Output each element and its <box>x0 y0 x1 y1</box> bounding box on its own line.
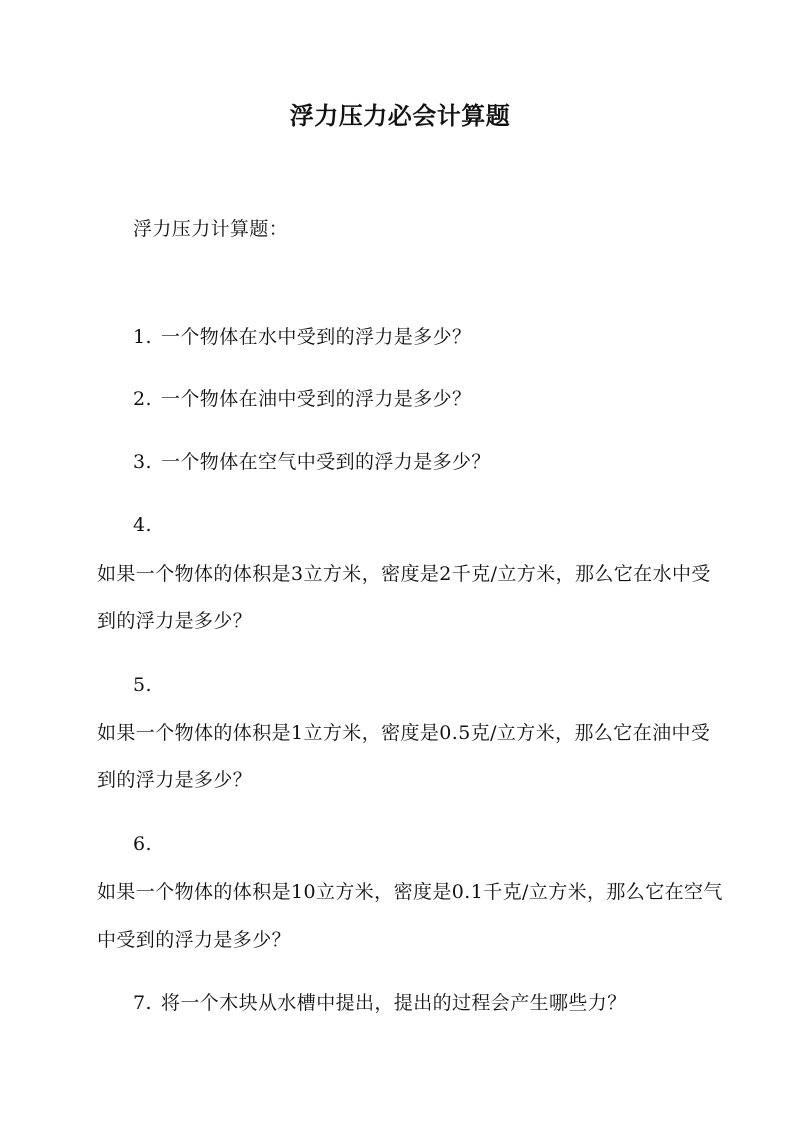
question-text: 一个物体在油中受到的浮力是多少？ <box>161 388 472 410</box>
question-number: 7. <box>133 992 152 1014</box>
question-6-number: 6. <box>133 833 152 855</box>
question-6-line-2: 中受到的浮力是多少？ <box>97 929 292 951</box>
question-1 <box>133 326 471 349</box>
question-3 <box>133 451 491 474</box>
question-text: 将一个木块从水槽中提出，提出的过程会产生哪些力？ <box>161 992 627 1014</box>
question-5-line-1: 如果一个物体的体积是1立方米，密度是0.5克/立方米，那么它在油中受 <box>97 722 711 744</box>
intro-text: 浮力压力计算题： <box>133 218 289 240</box>
question-6-line-1: 如果一个物体的体积是10立方米，密度是0.1千克/立方米，那么它在空气 <box>97 881 723 903</box>
question-4-line-1: 如果一个物体的体积是3立方米，密度是2千克/立方米，那么它在水中受 <box>97 563 711 585</box>
question-text: 一个物体在水中受到的浮力是多少？ <box>161 326 472 348</box>
question-4-line-2: 到的浮力是多少？ <box>97 610 253 632</box>
question-number: 3. <box>133 451 152 473</box>
question-text: 一个物体在空气中受到的浮力是多少？ <box>161 451 491 473</box>
question-number: 1. <box>133 326 152 348</box>
question-number: 2. <box>133 388 152 410</box>
question-4-number: 4. <box>133 514 152 536</box>
question-2 <box>133 388 471 411</box>
question-5-number: 5. <box>133 674 152 696</box>
question-7 <box>133 992 627 1015</box>
document-title: 浮力压力必会计算题 <box>289 101 511 130</box>
question-5-line-2: 到的浮力是多少？ <box>97 769 253 791</box>
